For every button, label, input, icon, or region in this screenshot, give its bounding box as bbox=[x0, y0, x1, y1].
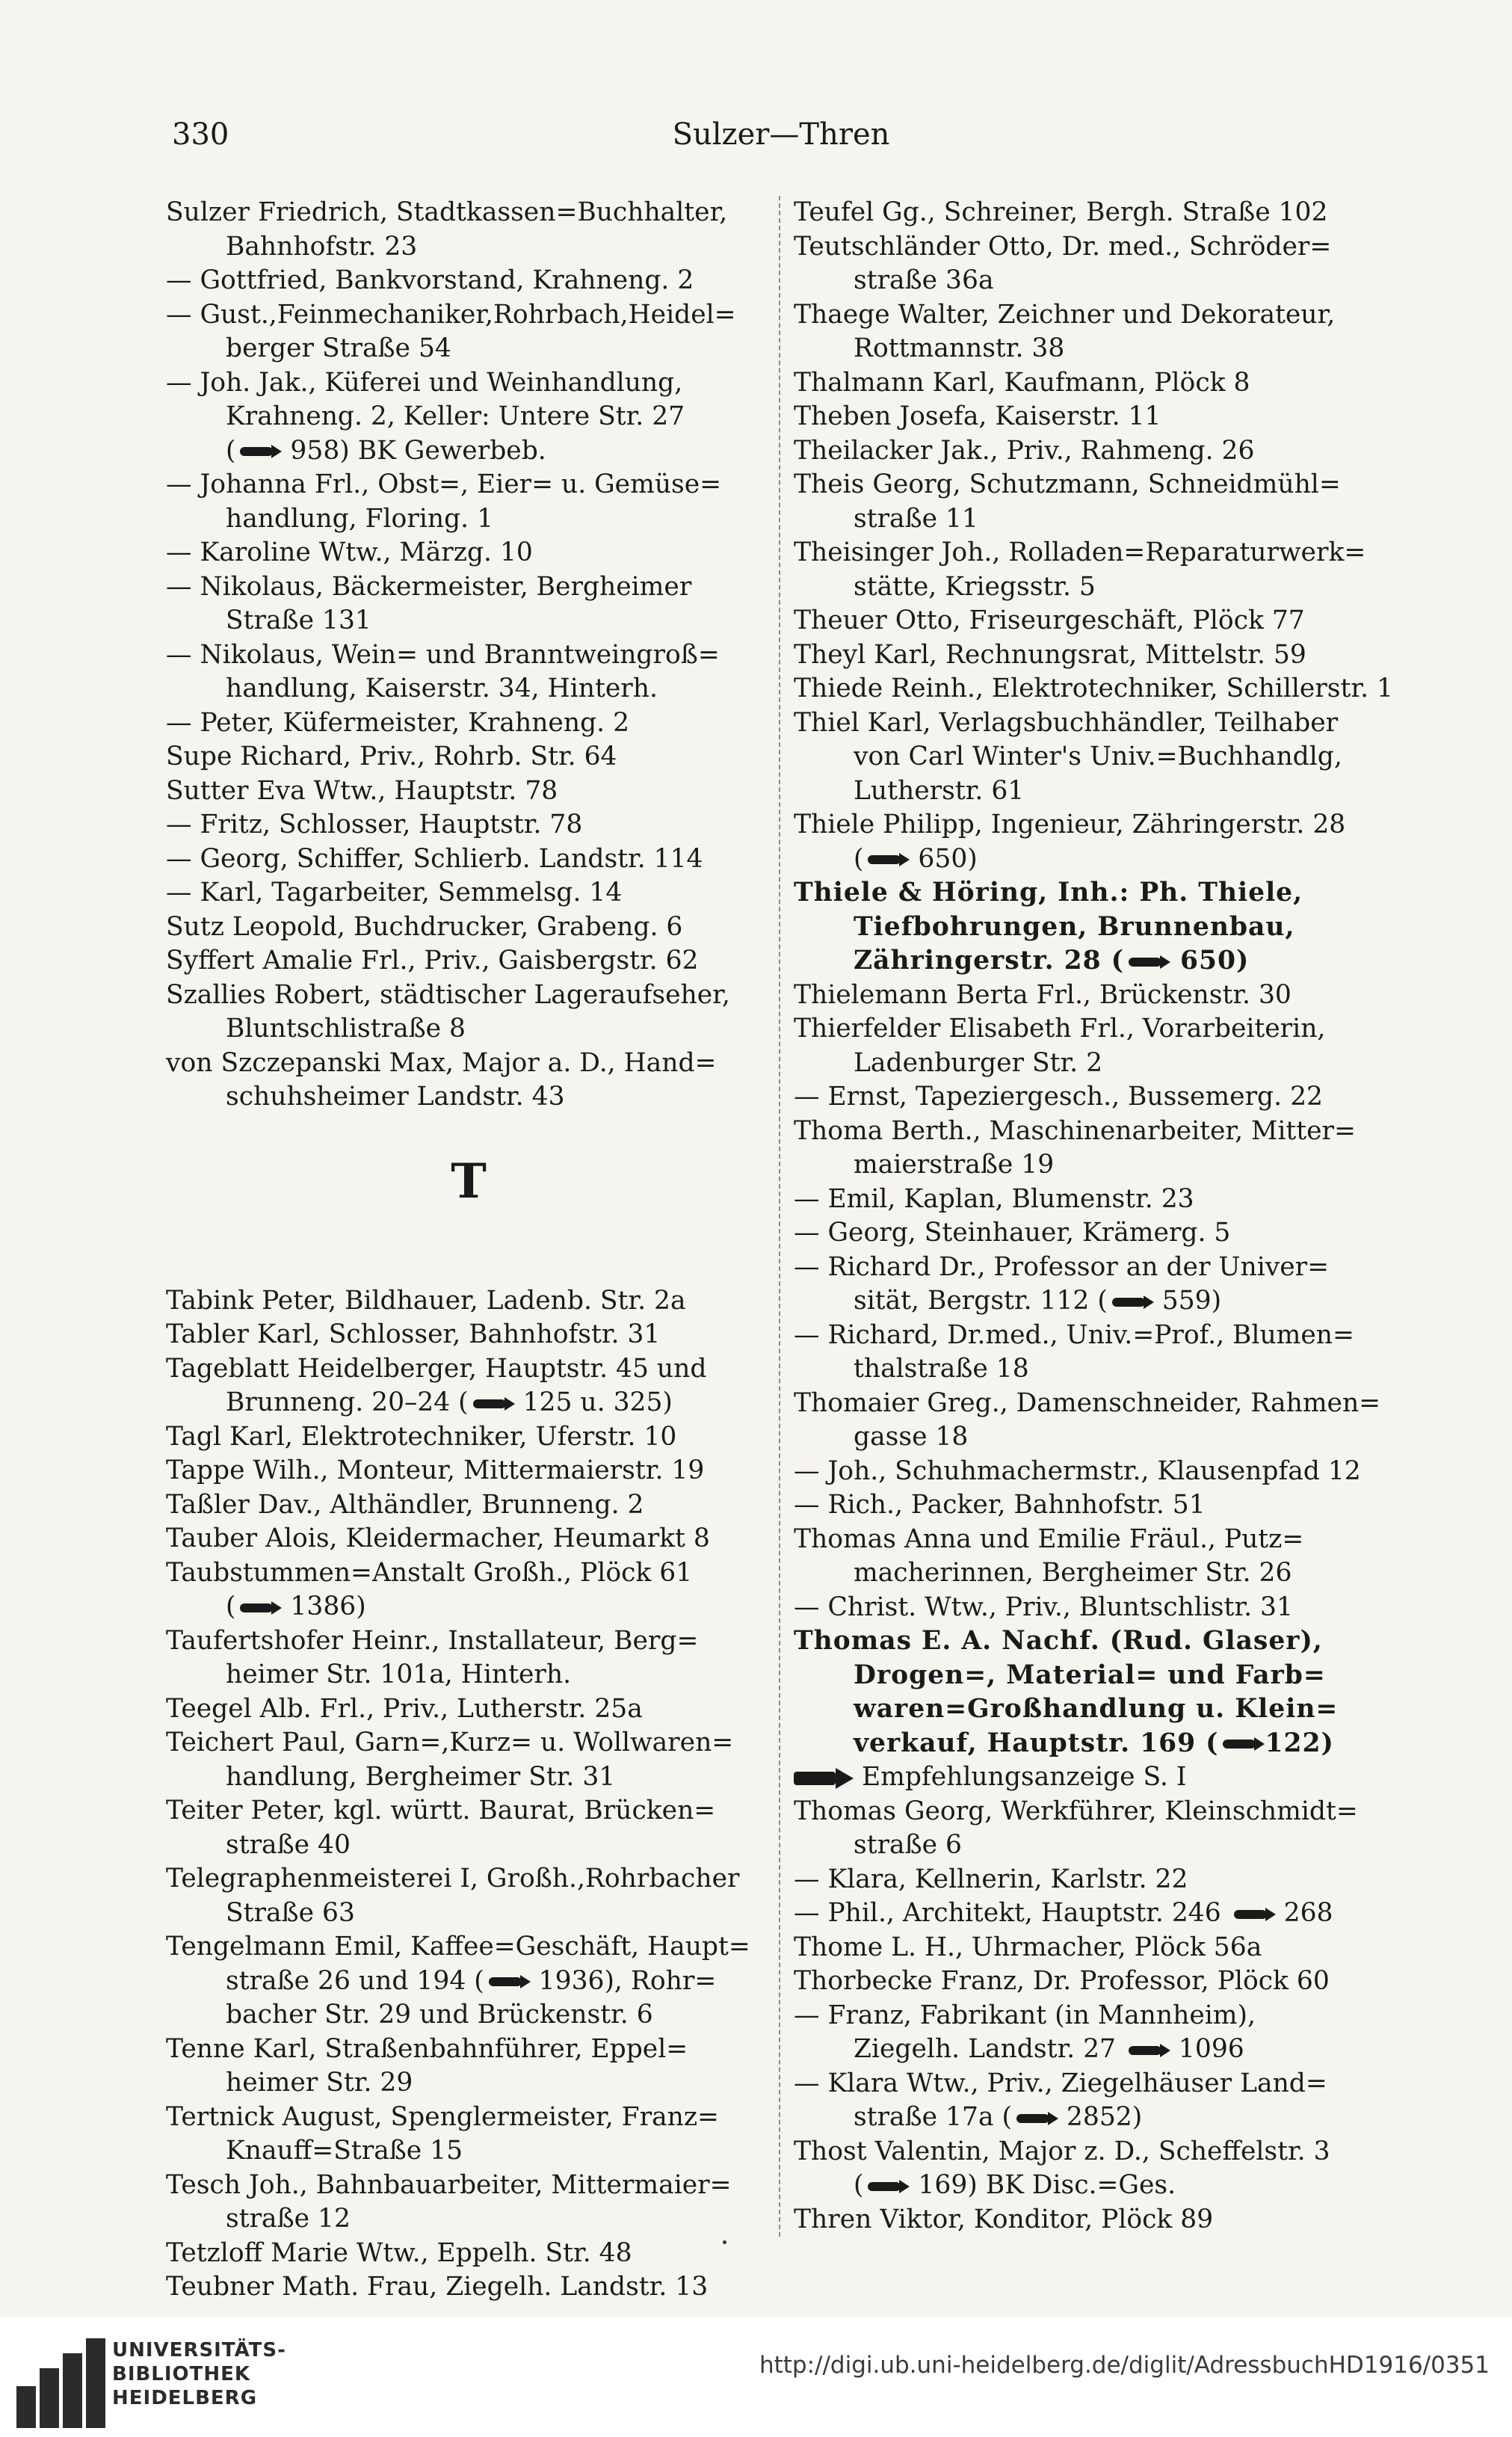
entry-line: Syffert Amalie Frl., Priv., Gaisbergstr. 62 bbox=[166, 946, 699, 976]
entry-line: — Karoline Wtw., Märzg. 10 bbox=[166, 537, 533, 567]
entry-line: Teutschländer Otto, Dr. med., Schröder= bbox=[794, 231, 1332, 262]
line-part: 169) BK Disc.=Ges. bbox=[910, 2170, 1176, 2200]
advert-line: Tiefbohrungen, Brunnenbau, bbox=[854, 911, 1295, 942]
telephone-pointer-icon bbox=[1218, 1737, 1265, 1752]
left-column bbox=[166, 196, 771, 2305]
entry-line: straße 12 bbox=[226, 2204, 351, 2234]
entry-line: straße 40 bbox=[226, 1829, 351, 1860]
line-part: 650) bbox=[910, 843, 978, 874]
entry-line: — Franz, Fabrikant (in Mannheim), bbox=[794, 2000, 1256, 2030]
line-part: 2852) bbox=[1058, 2102, 1143, 2132]
advert-line: Thomas E. A. Nachf. (Rud. Glaser), bbox=[794, 1626, 1323, 1656]
line-part: ( bbox=[854, 2170, 864, 2200]
entry-line: macherinnen, Bergheimer Str. 26 bbox=[854, 1558, 1292, 1588]
entry-line: — Nikolaus, Bäckermeister, Bergheimer bbox=[166, 571, 692, 602]
entry-line: — Joh., Schuhmachermstr., Klausenpfad 12 bbox=[794, 1455, 1361, 1486]
entry-line: Thielemann Berta Frl., Brückenstr. 30 bbox=[794, 979, 1292, 1010]
entry-line: Tabler Karl, Schlosser, Bahnhofstr. 31 bbox=[166, 1319, 661, 1349]
entry-line: Telegraphenmeisterei I, Großh.,Rohrbacher bbox=[166, 1864, 740, 1894]
entry-line: — Gottfried, Bankvorstand, Krahneng. 2 bbox=[166, 265, 694, 295]
line-part: Brunneng. 20–24 ( bbox=[226, 1387, 469, 1417]
entry-line: Szallies Robert, städtischer Lageraufseher, bbox=[166, 979, 730, 1010]
logo-bar bbox=[86, 2338, 105, 2428]
logo-bar bbox=[40, 2368, 59, 2428]
entry-line: Thost Valentin, Major z. D., Scheffelstr. 3 bbox=[794, 2136, 1330, 2166]
entry-line: Thiele Philipp, Ingenieur, Zähringerstr. 28 bbox=[794, 810, 1346, 839]
entry-line: Theyl Karl, Rechnungsrat, Mittelstr. 59 bbox=[794, 639, 1306, 670]
entry-line: Lutherstr. 61 bbox=[854, 775, 1025, 806]
telephone-pointer-icon bbox=[863, 852, 910, 867]
pointing-hand-icon bbox=[794, 1768, 854, 1789]
entry-line: heimer Str. 29 bbox=[226, 2068, 413, 2098]
entry-line: — Christ. Wtw., Priv., Bluntschlistr. 31 bbox=[794, 1592, 1293, 1622]
ink-dot bbox=[723, 2240, 726, 2244]
entry-line bbox=[166, 1965, 771, 1999]
entry-line: Rottmannstr. 38 bbox=[854, 333, 1065, 363]
telephone-pointer-icon bbox=[1229, 1907, 1276, 1922]
entry-line bbox=[794, 2033, 1399, 2067]
entry-line: — Richard Dr., Professor an der Univer= bbox=[794, 1251, 1330, 1282]
entry-line: Straße 131 bbox=[226, 606, 371, 635]
entry-line: — Karl, Tagarbeiter, Semmelsg. 14 bbox=[166, 878, 623, 908]
page-number: 330 bbox=[172, 117, 229, 152]
entry-line: — Joh. Jak., Küferei und Weinhandlung, bbox=[166, 367, 683, 398]
entry-line: Thaege Walter, Zeichner und Dekorateur, bbox=[794, 299, 1336, 330]
entry-line: Thiel Karl, Verlagsbuchhändler, Teilhaber bbox=[794, 707, 1339, 738]
entry-line: straße 36a bbox=[854, 265, 994, 295]
telephone-pointer-icon bbox=[1012, 2111, 1058, 2126]
line-part: ( bbox=[854, 843, 864, 874]
entry-line: Thalmann Karl, Kaufmann, Plöck 8 bbox=[794, 367, 1250, 398]
line-part: Zähringerstr. 28 ( bbox=[854, 946, 1124, 976]
entry-line: Sutz Leopold, Buchdrucker, Grabeng. 6 bbox=[166, 911, 683, 942]
entry-line: Tageblatt Heidelberger, Hauptstr. 45 und bbox=[166, 1353, 707, 1384]
entry-line: Tertnick August, Spenglermeister, Franz= bbox=[166, 2101, 719, 2132]
section-letter: T bbox=[451, 1153, 487, 1210]
line-part: ( bbox=[226, 1592, 236, 1621]
entry-line: Tappe Wilh., Monteur, Mittermaierstr. 19 bbox=[166, 1455, 705, 1485]
line-part: — Phil., Architekt, Hauptstr. 246 bbox=[794, 1898, 1229, 1928]
right-column bbox=[794, 196, 1399, 2237]
entry-line: Krahneng. 2, Keller: Untere Str. 27 bbox=[226, 401, 685, 431]
page-heading: Sulzer—Thren bbox=[672, 117, 890, 152]
line-part: ( bbox=[226, 435, 236, 466]
line-part: 125 u. 325) bbox=[514, 1387, 673, 1417]
entry-line bbox=[166, 1386, 771, 1420]
entry-line bbox=[166, 1590, 771, 1624]
entry-line: Taubstummen=Anstalt Großh., Plöck 61 bbox=[166, 1557, 693, 1588]
entry-line: Tauber Alois, Kleidermacher, Heumarkt 8 bbox=[166, 1523, 710, 1553]
telephone-pointer-icon bbox=[484, 1974, 531, 1989]
library-name[interactable] bbox=[112, 2338, 286, 2410]
entry-line: Thome L. H., Uhrmacher, Plöck 56a bbox=[794, 1932, 1262, 1962]
entry-line: Thomaier Greg., Damenschneider, Rahmen= bbox=[794, 1387, 1381, 1418]
entry-line: Thierfelder Elisabeth Frl., Vorarbeiterin, bbox=[794, 1014, 1326, 1044]
entry-line: schuhsheimer Landstr. 43 bbox=[226, 1082, 565, 1112]
entry-line bbox=[794, 1897, 1399, 1931]
entry-line: Teiter Peter, kgl. württ. Baurat, Brücken= bbox=[166, 1796, 716, 1826]
entry-line: Theilacker Jak., Priv., Rahmeng. 26 bbox=[794, 435, 1255, 466]
line-part: straße 26 und 194 ( bbox=[226, 1965, 484, 1996]
entry-line bbox=[794, 1760, 1399, 1795]
telephone-pointer-icon bbox=[1108, 1295, 1154, 1310]
entry-line: Thomas Anna und Emilie Fräul., Putz= bbox=[794, 1523, 1304, 1554]
entry-line: Thren Viktor, Konditor, Plöck 89 bbox=[794, 2204, 1214, 2234]
permalink-url[interactable]: http://digi.ub.uni-heidelberg.de/diglit/AdressbuchHD1916/0351 bbox=[759, 2352, 1490, 2379]
line-part: verkauf, Hauptstr. 169 ( bbox=[854, 1728, 1219, 1758]
entry-line: Tengelmann Emil, Kaffee=Geschäft, Haupt= bbox=[166, 1932, 750, 1962]
entry-line bbox=[794, 1284, 1399, 1319]
entry-line: Sutter Eva Wtw., Hauptstr. 78 bbox=[166, 775, 558, 806]
entry-line: — Klara Wtw., Priv., Ziegelhäuser Land= bbox=[794, 2068, 1327, 2098]
entry-line: bacher Str. 29 und Brückenstr. 6 bbox=[226, 2000, 653, 2030]
entry-line: Tetzloff Marie Wtw., Eppelh. Str. 48 bbox=[166, 2237, 632, 2268]
entry-line: Theben Josefa, Kaiserstr. 11 bbox=[794, 401, 1161, 431]
entry-line: Taufertshofer Heinr., Installateur, Berg= bbox=[166, 1625, 699, 1656]
library-name-line: BIBLIOTHEK bbox=[112, 2363, 251, 2385]
entry-line: Thiede Reinh., Elektrotechniker, Schillerstr. 1 bbox=[794, 674, 1393, 703]
entry-line: handlung, Kaiserstr. 34, Hinterh. bbox=[226, 674, 658, 703]
line-part: 958) BK Gewerbeb. bbox=[282, 435, 546, 466]
entry-line: — Georg, Schiffer, Schlierb. Landstr. 114 bbox=[166, 843, 703, 874]
entry-line: Taßler Dav., Althändler, Brunneng. 2 bbox=[166, 1489, 644, 1520]
line-part: 1936), Rohr= bbox=[530, 1965, 717, 1996]
entry-line: Thorbecke Franz, Dr. Professor, Plöck 60 bbox=[794, 1966, 1330, 1996]
library-logo-icon[interactable] bbox=[16, 2338, 106, 2428]
advert-line: waren=Großhandlung u. Klein= bbox=[854, 1694, 1339, 1724]
library-name-line: HEIDELBERG bbox=[112, 2387, 258, 2409]
entry-line: Theis Georg, Schutzmann, Schneidmühl= bbox=[794, 469, 1341, 499]
entry-line: Sulzer Friedrich, Stadtkassen=Buchhalter, bbox=[166, 197, 728, 227]
entry-line: von Carl Winter's Univ.=Buchhandlg, bbox=[854, 742, 1342, 771]
entry-line: von Szczepanski Max, Major a. D., Hand= bbox=[166, 1047, 717, 1078]
advert-line bbox=[794, 1727, 1399, 1761]
entry-line: Supe Richard, Priv., Rohrb. Str. 64 bbox=[166, 742, 617, 771]
entry-line: — Ernst, Tapeziergesch., Bussemerg. 22 bbox=[794, 1082, 1323, 1112]
line-part: Ziegelh. Landstr. 27 bbox=[854, 2034, 1124, 2064]
line-part: 559) bbox=[1153, 1286, 1222, 1316]
entry-line bbox=[794, 2101, 1399, 2135]
entry-line: — Nikolaus, Wein= und Branntweingroß= bbox=[166, 639, 720, 670]
telephone-pointer-icon bbox=[1124, 955, 1170, 970]
telephone-pointer-icon bbox=[1124, 2043, 1170, 2058]
logo-bar bbox=[16, 2386, 36, 2428]
entry-line: straße 11 bbox=[854, 503, 978, 534]
entry-line: maierstraße 19 bbox=[854, 1150, 1055, 1180]
logo-bar bbox=[63, 2353, 82, 2428]
library-name-line: UNIVERSITÄTS- bbox=[112, 2339, 286, 2361]
entry-line: Thoma Berth., Maschinenarbeiter, Mitter= bbox=[794, 1115, 1356, 1146]
entry-line bbox=[794, 842, 1399, 877]
entry-line: Tagl Karl, Elektrotechniker, Uferstr. 10 bbox=[166, 1421, 677, 1452]
running-head bbox=[172, 112, 1390, 157]
entry-line: Teichert Paul, Garn=,Kurz= u. Wollwaren= bbox=[166, 1728, 734, 1757]
entry-line: Tabink Peter, Bildhauer, Ladenb. Str. 2a bbox=[166, 1285, 686, 1316]
entry-line: — Klara, Kellnerin, Karlstr. 22 bbox=[794, 1864, 1188, 1894]
entry-line: Tesch Joh., Bahnbauarbeiter, Mittermaier= bbox=[166, 2169, 732, 2200]
entry-line: Knauff=Straße 15 bbox=[226, 2136, 463, 2166]
entry-line: Teufel Gg., Schreiner, Bergh. Straße 102 bbox=[794, 197, 1328, 227]
line-part: sität, Bergstr. 112 ( bbox=[854, 1286, 1108, 1316]
line-part: 650) bbox=[1170, 946, 1250, 976]
entry-line: Thomas Georg, Werkführer, Kleinschmidt= bbox=[794, 1796, 1358, 1826]
line-part: 1386) bbox=[282, 1592, 366, 1621]
viewer-footer bbox=[0, 2317, 1512, 2437]
advert-line: Thiele & Höring, Inh.: Ph. Thiele, bbox=[794, 878, 1303, 908]
entry-line: — Johanna Frl., Obst=, Eier= u. Gemüse= bbox=[166, 469, 722, 499]
line-part: Empfehlungsanzeige S. I bbox=[861, 1762, 1187, 1792]
entry-line: thalstraße 18 bbox=[854, 1354, 1029, 1384]
line-part: 268 bbox=[1275, 1898, 1333, 1928]
line-part: straße 17a ( bbox=[854, 2102, 1012, 2132]
entry-line: — Georg, Steinhauer, Krämerg. 5 bbox=[794, 1218, 1231, 1248]
entry-line: Straße 63 bbox=[226, 1897, 355, 1928]
entry-line: Teubner Math. Frau, Ziegelh. Landstr. 13 bbox=[166, 2272, 709, 2302]
entry-line: handlung, Bergheimer Str. 31 bbox=[226, 1761, 616, 1792]
telephone-pointer-icon bbox=[235, 444, 282, 459]
entry-line: — Peter, Küfermeister, Krahneng. 2 bbox=[166, 707, 630, 738]
entry-line: — Rich., Packer, Bahnhofstr. 51 bbox=[794, 1490, 1206, 1520]
entry-line: Tenne Karl, Straßenbahnführer, Eppel= bbox=[166, 2033, 688, 2064]
entry-line: — Emil, Kaplan, Blumenstr. 23 bbox=[794, 1183, 1194, 1214]
entry-line bbox=[794, 2169, 1399, 2203]
telephone-pointer-icon bbox=[469, 1396, 515, 1411]
telephone-pointer-icon bbox=[863, 2179, 910, 2194]
entry-line: Teegel Alb. Frl., Priv., Lutherstr. 25a bbox=[166, 1693, 643, 1724]
entry-line: stätte, Kriegsstr. 5 bbox=[854, 571, 1096, 602]
line-part: 1096 bbox=[1170, 2034, 1244, 2064]
telephone-pointer-icon bbox=[235, 1600, 282, 1615]
entry-line: heimer Str. 101a, Hinterh. bbox=[226, 1660, 572, 1689]
entry-line: Bahnhofstr. 23 bbox=[226, 231, 418, 262]
entry-line: straße 6 bbox=[854, 1830, 963, 1860]
advert-line: Drogen=, Material= und Farb= bbox=[854, 1660, 1326, 1690]
entry-line: — Fritz, Schlosser, Hauptstr. 78 bbox=[166, 810, 583, 839]
entry-line: berger Straße 54 bbox=[226, 333, 451, 363]
entry-line: handlung, Floring. 1 bbox=[226, 503, 494, 534]
advert-line bbox=[794, 944, 1399, 979]
line-part: 122) bbox=[1265, 1728, 1334, 1758]
entry-line bbox=[166, 434, 771, 469]
entry-line: — Richard, Dr.med., Univ.=Prof., Blumen= bbox=[794, 1319, 1354, 1350]
entry-line: Bluntschlistraße 8 bbox=[226, 1014, 466, 1044]
entry-line: gasse 18 bbox=[854, 1422, 969, 1452]
entry-line: Theuer Otto, Friseurgeschäft, Plöck 77 bbox=[794, 606, 1305, 635]
entry-line: Theisinger Joh., Rolladen=Reparaturwerk= bbox=[794, 537, 1366, 567]
entry-line: Ladenburger Str. 2 bbox=[854, 1047, 1103, 1078]
entry-line: — Gust.,Feinmechaniker,Rohrbach,Heidel= bbox=[166, 299, 736, 330]
column-divider bbox=[779, 196, 780, 2237]
